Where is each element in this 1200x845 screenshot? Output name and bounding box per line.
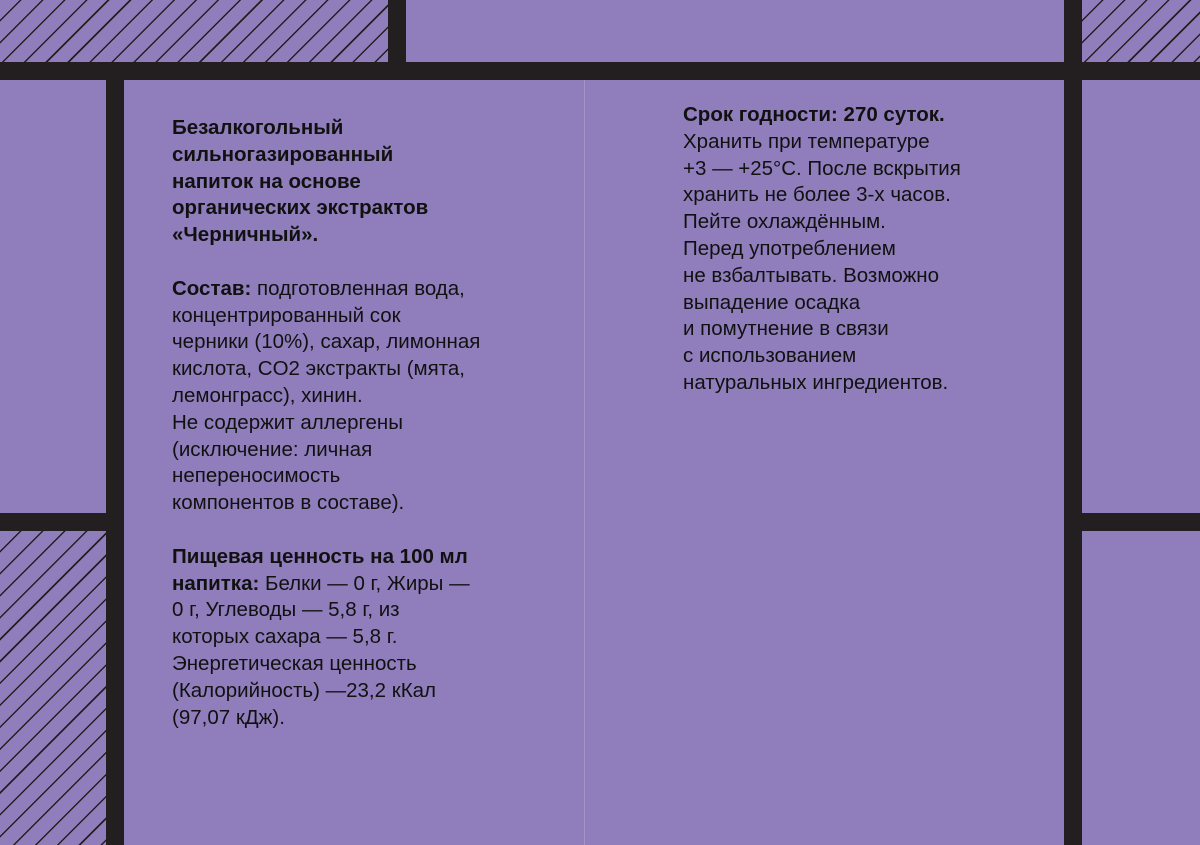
hatched-panel-bottom-left xyxy=(0,531,106,845)
nutrition-paragraph xyxy=(172,544,572,732)
composition-text: подготовленная вода, концентрированный сок черники (10%), сахар, лимонная кислота, CO2 экстракты (мята, лемонграсс), хинин. Не содержит аллергены (исключение: личная непереносимость компонентов в составе). xyxy=(172,276,481,515)
storage-text: Хранить при температуре +3 — +25°С. После вскрытия хранить не более 3-х часов. Пейте охлаждённым. Перед употреблением не взбалтывать. Возможно выпадение осадка и помутнение в связи с использованием натуральных ингредиентов. xyxy=(683,129,961,394)
fold-line xyxy=(584,80,585,845)
frame-bar-left-vertical xyxy=(106,62,124,845)
frame-bar-top-left-vertical xyxy=(388,0,406,62)
composition-label: Состав: xyxy=(172,276,252,300)
composition-paragraph xyxy=(172,276,572,517)
product-title: Безалкогольный сильногазированный напиток на основе органических экстрактов «Черничный». xyxy=(172,116,429,247)
frame-bar-top-right-vertical xyxy=(1064,0,1082,62)
right-text-column xyxy=(683,102,1053,397)
hatched-panel-top-left xyxy=(0,0,388,62)
frame-bar-left-horizontal xyxy=(0,513,124,531)
hatched-panel-top-right xyxy=(1082,0,1200,62)
frame-bar-top xyxy=(0,62,1200,80)
nutrition-text: Белки — 0 г, Жиры — 0 г, Углеводы — 5,8 г, из которых сахара — 5,8 г. Энергетическая ценность (Калорийность) —23,2 кКал (97,07 кДж). xyxy=(172,571,470,729)
shelf-life-heading: Срок годности: 270 суток. xyxy=(683,103,945,126)
nutrition-label: Пищевая ценность на 100 мл напитка: xyxy=(172,544,468,595)
frame-bar-right-vertical xyxy=(1064,62,1082,845)
frame-bar-right-horizontal xyxy=(1064,513,1200,531)
left-text-column xyxy=(172,115,572,731)
